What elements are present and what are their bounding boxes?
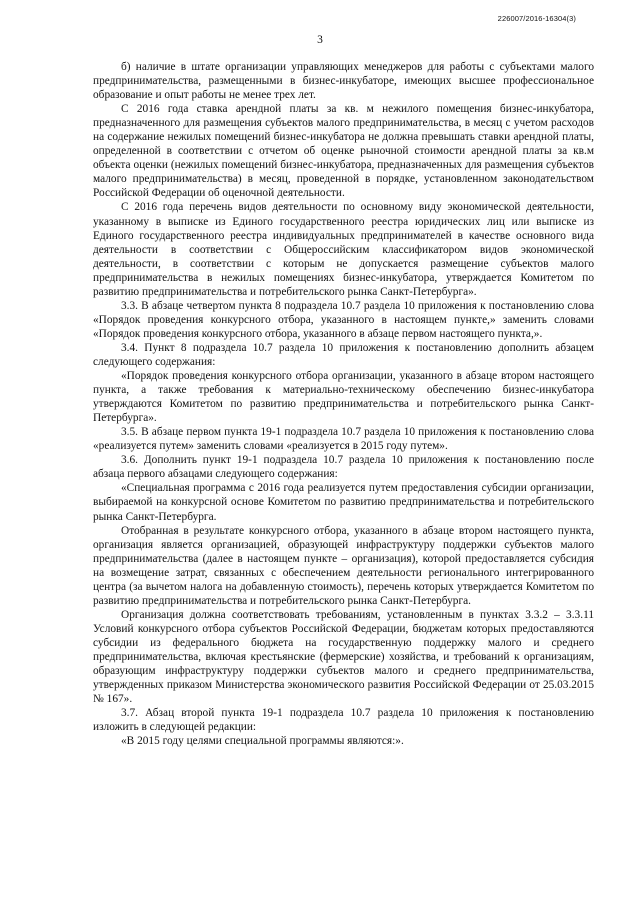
paragraph-activity-list: С 2016 года перечень видов деятельности по основному виду экономической деятельности, указанному в выписке из Единого государственного реестра юридических лиц или выписке из Единого государственного реестра индивидуальных предпринимателей в качестве основного вида деятельности в соответствии с Общероссийским классификатором видов экономической деятельности, в соответствии с которым не допускается размещение субъектов малого предпринимательства в нежилых помещениях бизнес-инкубатора, утверждается Комитетом по развитию предпринимательства и потребительского рынка Санкт-Петербурга». bbox=[93, 201, 594, 298]
paragraph-item-3-7: 3.7. Абзац второй пункта 19-1 подраздела 10.7 раздела 10 приложения к постановлению изложить в следующей редакции: bbox=[93, 707, 594, 734]
paragraph-requirement-b: б) наличие в штате организации управляющих менеджеров для работы с субъектами малого предпринимательства, размещенными в бизнес-инкубаторе, имеющих высшее профессиональное образование и опыт работы не менее трех лет. bbox=[93, 61, 594, 102]
paragraph-rental-rate: С 2016 года ставка арендной платы за кв. м нежилого помещения бизнес-инкубатора, предназначенного для размещения субъектов малого предпринимательства, в месяц с учетом расходов на содержание нежилых помещений бизнес-инкубатора не должна превышать ставки арендной платы, определенной в соответствии с отчетом об оценке рыночной стоимости арендной платы за кв.м объекта оценки (нежилых помещений бизнес-инкубатора, предназначенных для размещения субъектов малого предпринимательства) в месяц, проведенной в порядке, установленном законодательством Российской Федерации об оценочной деятельности. bbox=[93, 103, 594, 200]
paragraph-quote-special-program: «Специальная программа с 2016 года реализуется путем предоставления субсидии организации, выбираемой на конкурсной основе Комитетом по развитию предпринимательства и потребительского рынка Санкт-Петербурга. bbox=[93, 482, 594, 523]
paragraph-quote-2015-goals: «В 2015 году целями специальной программы являются:». bbox=[121, 735, 404, 748]
paragraph-quote-contest-procedure: «Порядок проведения конкурсного отбора организации, указанного в абзаце втором настоящего пункта, а также требования к материально-техническому обеспечению бизнес-инкубатора утверждаются Комитетом по развитию предпринимательства и потребительского рынка Санкт-Петербурга». bbox=[93, 370, 594, 425]
paragraph-item-3-6: 3.6. Дополнить пункт 19-1 подраздела 10.7 раздела 10 приложения к постановлению после абзаца первого абзацами следующего содержания: bbox=[93, 454, 594, 481]
document-body bbox=[93, 60, 594, 748]
paragraph-organization-requirements: Организация должна соответствовать требованиям, установленным в пунктах 3.3.2 – 3.3.11 Условий конкурсного отбора субъектов Российской Федерации, бюджетам которых предоставляются субсидии из федерального бюджета на государственную поддержку малого и среднего предпринимательства, включая крестьянские (фермерские) хозяйства, и требований к организациям, образующим инфраструктуру поддержки субъектов малого и среднего предпринимательства, утвержденных приказом Министерства экономического развития Российской Федерации от 25.03.2015 № 167». bbox=[93, 608, 594, 706]
page-number: 3 bbox=[317, 34, 323, 46]
paragraph-item-3-4: 3.4. Пункт 8 подраздела 10.7 раздела 10 приложения к постановлению дополнить абзацем следующего содержания: bbox=[93, 341, 594, 368]
paragraph-item-3-3: 3.3. В абзаце четвертом пункта 8 подраздела 10.7 раздела 10 приложения к постановлению слова «Порядок проведения конкурсного отбора, указанного в настоящем пункте,» заменить словами «Порядок проведения конкурсного отбора, указанного в абзаце первом настоящего пункта,». bbox=[93, 299, 594, 340]
paragraph-item-3-5: 3.5. В абзаце первом пункта 19-1 подраздела 10.7 раздела 10 приложения к постановлению слова «реализуется путем» заменить словами «реализуется в 2015 году путем». bbox=[93, 426, 594, 453]
paragraph-selected-organization: Отобранная в результате конкурсного отбора, указанного в абзаце втором настоящего пункта, организация является организацией, образующей инфраструктуру поддержки субъектов малого предпринимательства (далее в настоящем пункте – организация), которой предоставляется субсидия на возмещение затрат, связанных с обеспечением деятельности регионального интегрированного центра (за вычетом налога на добавленную стоимость), перечень которых утверждается Комитетом по развитию предпринимательства и потребительского рынка Санкт-Петербурга. bbox=[93, 524, 594, 607]
document-registration-number: 226007/2016-16304(3) bbox=[497, 14, 576, 23]
